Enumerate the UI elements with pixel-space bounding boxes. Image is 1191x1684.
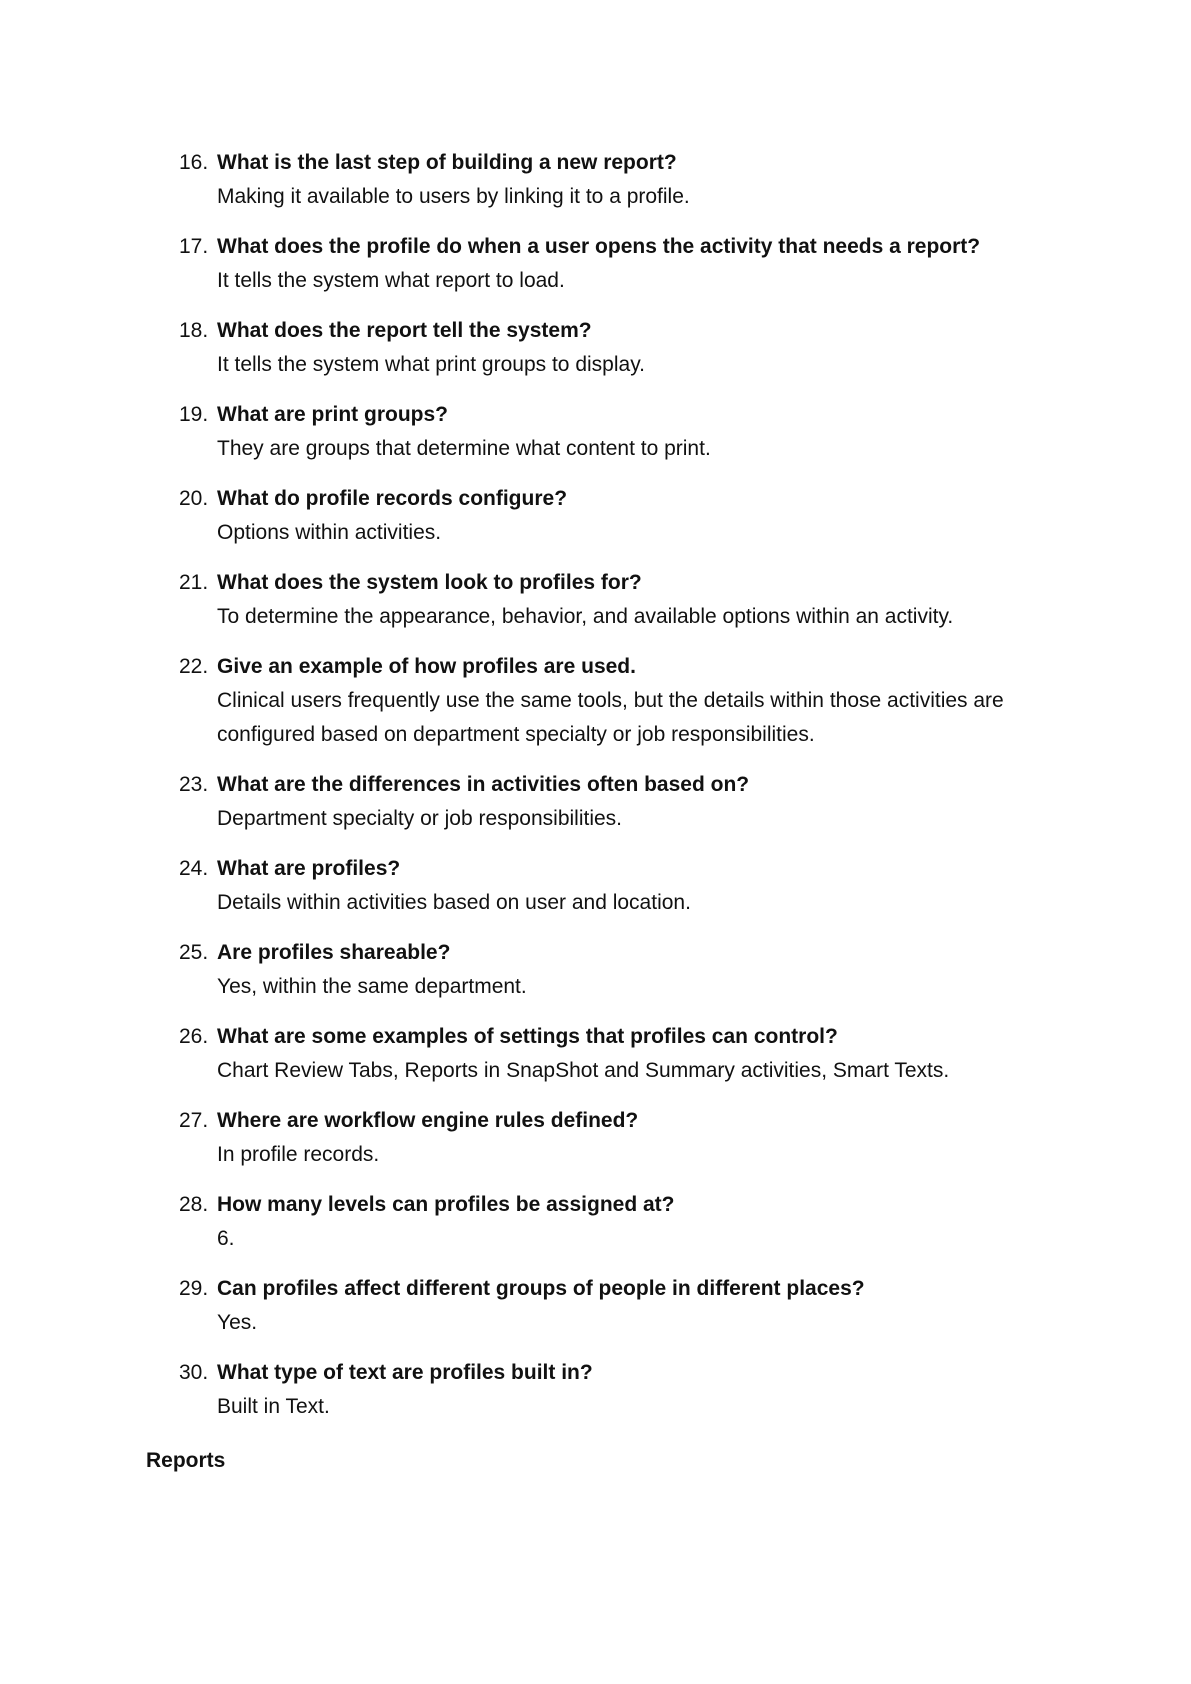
item-body [217,230,1079,298]
list-item [179,1020,1079,1088]
answer-text: Yes, within the same department. [217,975,527,998]
item-body [217,314,1079,382]
list-item [179,314,1079,382]
item-body [217,1356,1079,1424]
item-body [217,1188,1079,1256]
question-text: What are profiles? [217,857,401,880]
answer-text: Making it available to users by linking it to a profile. [217,185,690,208]
item-number: 30. [179,1361,209,1384]
question-text: Where are workflow engine rules defined? [217,1109,639,1132]
question-text: What are the differences in activities often based on? [217,773,750,796]
item-number: 19. [179,403,209,426]
answer-text: They are groups that determine what content to print. [217,437,711,460]
list-item [179,852,1079,920]
list-item [179,650,1079,752]
list-item [179,1104,1079,1172]
answer-text: Clinical users frequently use the same tools, but the details within those activities are configured based on department specialty or job responsibilities. [217,689,1004,746]
item-body [217,1104,1079,1172]
list-item [179,936,1079,1004]
section-heading: Reports [146,1449,226,1472]
list-item [179,566,1079,634]
question-text: What does the system look to profiles for? [217,571,642,594]
question-text: What is the last step of building a new report? [217,151,677,174]
item-body [217,398,1079,466]
item-body [217,1020,1079,1088]
list-item [179,146,1079,214]
item-body [217,650,1079,752]
question-text: What does the report tell the system? [217,319,592,342]
item-number: 27. [179,1109,209,1132]
item-number: 16. [179,151,209,174]
list-item [179,230,1079,298]
item-number: 29. [179,1277,209,1300]
item-body [217,146,1079,214]
item-body [217,936,1079,1004]
question-text: What does the profile do when a user opens the activity that needs a report? [217,235,981,258]
item-body [217,1272,1079,1340]
list-item [179,398,1079,466]
list-item [179,482,1079,550]
question-text: Are profiles shareable? [217,941,451,964]
qa-list [179,146,1079,1440]
item-body [217,852,1079,920]
item-number: 20. [179,487,209,510]
item-number: 23. [179,773,209,796]
item-number: 22. [179,655,209,678]
answer-text: It tells the system what print groups to display. [217,353,645,376]
answer-text: To determine the appearance, behavior, and available options within an activity. [217,605,954,628]
item-number: 25. [179,941,209,964]
question-text: What type of text are profiles built in? [217,1361,593,1384]
item-body [217,768,1079,836]
item-body [217,482,1079,550]
question-text: How many levels can profiles be assigned at? [217,1193,675,1216]
answer-text: It tells the system what report to load. [217,269,565,292]
answer-text: Yes. [217,1311,258,1334]
answer-text: Options within activities. [217,521,442,544]
item-number: 26. [179,1025,209,1048]
item-number: 24. [179,857,209,880]
item-number: 18. [179,319,209,342]
answer-text: In profile records. [217,1143,380,1166]
item-number: 21. [179,571,209,594]
question-text: What are print groups? [217,403,448,426]
list-item [179,1188,1079,1256]
question-text: Give an example of how profiles are used. [217,655,636,678]
item-body [217,566,1079,634]
list-item [179,768,1079,836]
question-text: What are some examples of settings that profiles can control? [217,1025,838,1048]
answer-text: Details within activities based on user and location. [217,891,691,914]
answer-text: Built in Text. [217,1395,330,1418]
question-text: What do profile records configure? [217,487,568,510]
list-item [179,1356,1079,1424]
answer-text: Chart Review Tabs, Reports in SnapShot and Summary activities, Smart Texts. [217,1059,950,1082]
list-item [179,1272,1079,1340]
question-text: Can profiles affect different groups of people in different places? [217,1277,865,1300]
answer-text: Department specialty or job responsibilities. [217,807,623,830]
answer-text: 6. [217,1227,235,1250]
item-number: 28. [179,1193,209,1216]
item-number: 17. [179,235,209,258]
